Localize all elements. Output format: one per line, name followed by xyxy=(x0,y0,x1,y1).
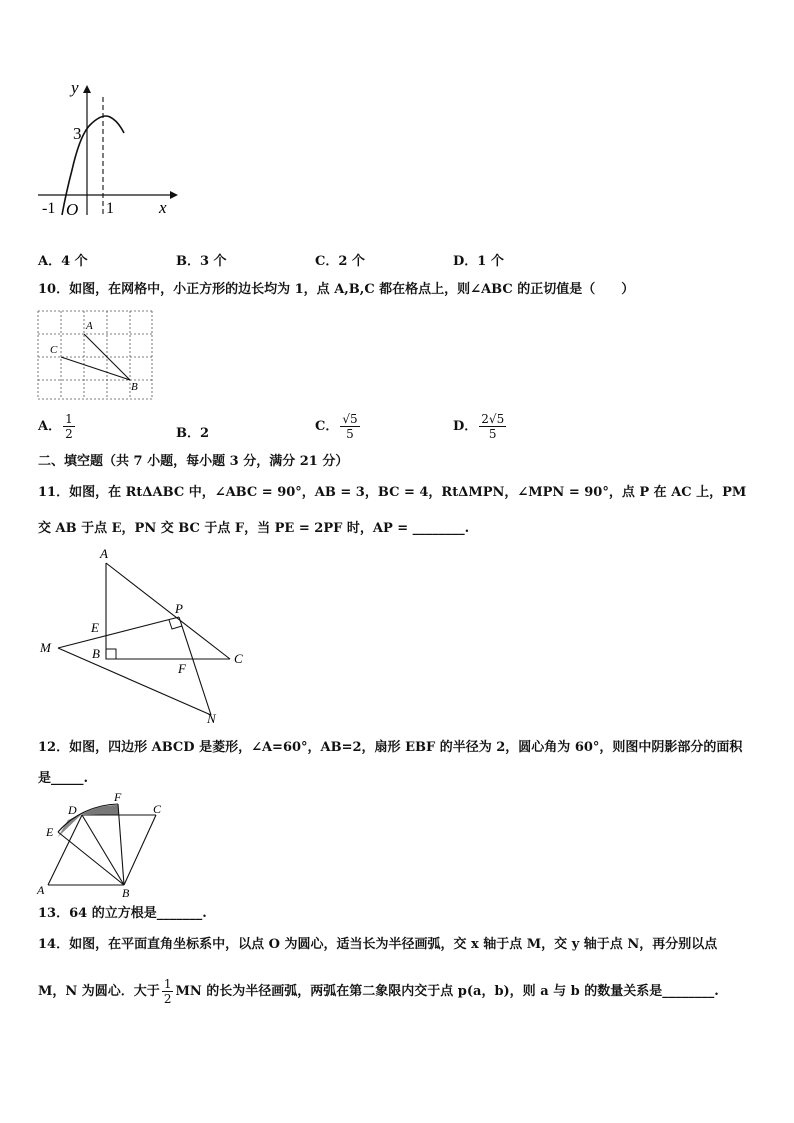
q12-figure xyxy=(34,790,174,900)
q12-label-e: E xyxy=(46,825,54,839)
q11-label-p: P xyxy=(175,601,183,616)
neg-one-label: -1 xyxy=(42,200,56,217)
q10-label-a: A xyxy=(86,320,93,332)
q9-option-b: B．3 个 xyxy=(176,254,227,269)
q10-stem: 10．如图，在网格中，小正方形的边长均为 1，点 A,B,C 都在格点上，则∠ABC 的正切值是（ ） xyxy=(38,282,635,297)
q11-label-a: A xyxy=(100,546,108,561)
q11-line1: 11．如图，在 RtΔABC 中，∠ABC = 90°，AB = 3，BC = 4，RtΔMPN，∠MPN = 90°，点 P 在 AC 上，PM xyxy=(38,485,747,500)
q12-label-d: D xyxy=(68,803,77,817)
y-axis-label: y xyxy=(71,78,79,97)
q11-label-b: B xyxy=(92,646,100,661)
q11-line2: 交 AB 于点 E，PN 交 BC 于点 F，当 PE = 2PF 时，AP = ________. xyxy=(38,521,470,536)
q12-line2: 是_____. xyxy=(38,771,89,786)
q10-option-b: B．2 xyxy=(176,426,210,441)
q12-label-c: C xyxy=(153,802,162,816)
q12-label-a: A xyxy=(37,883,45,897)
q10-option-d: D． $\frac{2√5}{5}$ xyxy=(453,412,505,441)
q12-label-b: B xyxy=(122,886,130,900)
q11-label-n: N xyxy=(207,711,216,726)
q11-label-f: F xyxy=(178,661,186,676)
q10-label-c: C xyxy=(50,344,58,356)
q10-option-a: A． $\frac{1}{2}$ xyxy=(38,412,73,441)
q9-graph xyxy=(30,75,180,220)
q13-text: 13．64 的立方根是_______. xyxy=(38,906,207,921)
q9-option-a: A．4 个 xyxy=(38,254,88,269)
q9-option-c: C．2 个 xyxy=(315,254,365,269)
origin-label: O xyxy=(66,200,79,219)
q11-label-m: M xyxy=(40,640,51,655)
q10-label-b: B xyxy=(131,381,138,393)
section-heading: 二、填空题（共 7 小题，每小题 3 分，满分 21 分） xyxy=(38,454,349,469)
one-label: 1 xyxy=(106,200,114,217)
q10-grid-figure xyxy=(36,309,156,404)
three-label: 3 xyxy=(73,124,82,143)
q14-line2: M，N 为圆心．大于 $\frac{1}{2}$ MN 的长为半径画弧，两弧在第二象限内交于点 p(a，b)，则 a 与 b 的数量关系是________. xyxy=(38,977,719,1006)
q9-option-d: D．1 个 xyxy=(453,254,504,269)
q11-label-c: C xyxy=(234,651,243,666)
q12-label-f: F xyxy=(114,790,122,804)
x-axis-label: x xyxy=(159,198,167,217)
q10-option-c: C． $\frac{√5}{5}$ xyxy=(315,412,358,441)
q11-figure xyxy=(36,545,256,730)
q11-label-e: E xyxy=(91,620,99,635)
q14-line1: 14．如图，在平面直角坐标系中，以点 O 为圆心，适当长为半径画弧，交 x 轴于点 M，交 y 轴于点 N，再分别以点 xyxy=(38,937,718,952)
q12-line1: 12．如图，四边形 ABCD 是菱形，∠A=60°，AB=2，扇形 EBF 的半径为 2，圆心角为 60°，则图中阴影部分的面积 xyxy=(38,740,743,755)
